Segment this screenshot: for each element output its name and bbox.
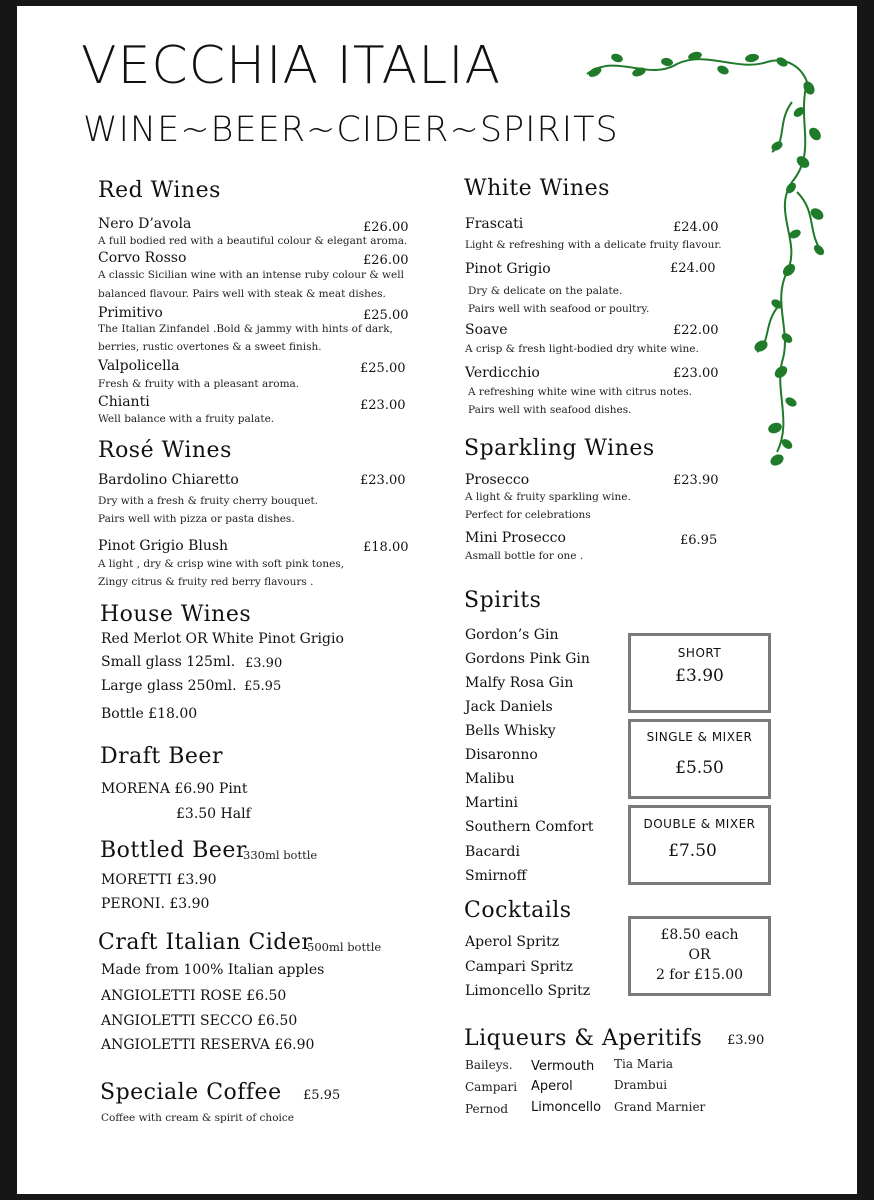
spirit-item: Martini: [465, 795, 518, 811]
house-wine-options: Red Merlot OR White Pinot Grigio: [101, 631, 344, 647]
liqueur-item: Vermouth: [531, 1059, 595, 1074]
wine-desc: Zingy citrus & fruity red berry flavours .: [98, 576, 314, 588]
wine-desc: A classic Sicilian wine with an intense ruby colour & well: [98, 269, 404, 281]
spirit-item: Gordons Pink Gin: [465, 651, 590, 667]
wine-name: Nero D’avola: [98, 216, 192, 232]
box-price: £5.50: [675, 758, 724, 778]
wine-desc: berries, rustic overtones & a sweet finish.: [98, 341, 322, 353]
house-bottle: Bottle £18.00: [101, 706, 198, 722]
wine-desc: Well balance with a fruity palate.: [98, 413, 275, 425]
wine-desc: Dry & delicate on the palate.: [468, 285, 623, 297]
spirit-item: Bacardi: [465, 844, 520, 860]
box-label: DOUBLE & MIXER: [643, 817, 756, 831]
house-wines-heading: House Wines: [100, 602, 252, 627]
bottled-beer-item: MORETTI £3.90: [101, 872, 217, 888]
wine-name: Bardolino Chiaretto: [98, 472, 239, 488]
cocktails-heading: Cocktails: [464, 898, 572, 923]
wine-price: £6.95: [680, 533, 718, 548]
wine-price: £23.00: [673, 366, 719, 381]
liqueur-item: Aperol: [531, 1079, 573, 1094]
liqueur-item: Tia Maria: [614, 1057, 673, 1071]
red-wines-heading: Red Wines: [98, 178, 221, 203]
short-price-box: [628, 633, 771, 713]
bottled-beer-note: 330ml bottle: [243, 848, 318, 862]
wine-desc: A light & fruity sparkling wine.: [465, 491, 631, 503]
cocktail-price-box: [628, 916, 771, 996]
wine-name: Chianti: [98, 394, 150, 410]
spirit-item: Smirnoff: [465, 868, 527, 884]
cocktail-price-line: 2 for £15.00: [655, 967, 744, 983]
wine-name: Primitivo: [98, 305, 163, 321]
spirit-item: Malfy Rosa Gin: [465, 675, 574, 691]
box-price: £3.90: [675, 666, 724, 686]
liqueurs-price: £3.90: [727, 1033, 765, 1048]
wine-name: Prosecco: [465, 472, 530, 488]
spirit-item: Bells Whisky: [465, 723, 556, 739]
wine-name: Valpolicella: [98, 358, 180, 374]
coffee-price: £5.95: [303, 1088, 341, 1103]
cocktail-price-line: £8.50 each: [660, 927, 739, 943]
liqueur-item: Limoncello: [531, 1100, 602, 1115]
cider-item: Made from 100% Italian apples: [101, 962, 325, 978]
house-large-glass: Large glass 250ml.: [101, 678, 237, 694]
wine-price: £25.00: [363, 308, 409, 323]
wine-desc: A refreshing white wine with citrus notes.: [468, 386, 693, 398]
spirit-item: Gordon’s Gin: [465, 627, 559, 643]
spirit-item: Malibu: [465, 771, 515, 787]
wine-name: Corvo Rosso: [98, 250, 187, 266]
wine-price: £23.00: [360, 398, 406, 413]
coffee-heading: Speciale Coffee: [100, 1080, 282, 1105]
liqueur-item: Drambui: [614, 1078, 668, 1092]
cider-item: ANGIOLETTI RESERVA £6.90: [101, 1037, 315, 1053]
liqueur-item: Baileys.: [465, 1058, 513, 1072]
cider-item: ANGIOLETTI ROSE £6.50: [101, 988, 287, 1004]
wine-desc: Pairs well with seafood dishes.: [468, 404, 632, 416]
wine-name: Mini Prosecco: [465, 530, 566, 546]
wine-desc: Perfect for celebrations: [465, 509, 591, 521]
white-wines-heading: White Wines: [464, 176, 610, 201]
wine-price: £26.00: [363, 253, 409, 268]
wine-name: Verdicchio: [465, 365, 540, 381]
sparkling-wines-heading: Sparkling Wines: [464, 436, 655, 461]
box-label: SINGLE & MIXER: [646, 730, 753, 744]
spirit-item: Disaronno: [465, 747, 538, 763]
bottled-beer-heading: Bottled Beer: [100, 838, 247, 863]
wine-name: Pinot Grigio: [465, 261, 551, 277]
double-mixer-price-box: [628, 805, 771, 885]
wine-price: £24.00: [673, 220, 719, 235]
wine-desc: Pairs well with seafood or poultry.: [468, 303, 650, 315]
liqueur-item: Campari: [465, 1080, 518, 1094]
menu-page: [17, 6, 857, 1194]
wine-desc: Dry with a fresh & fruity cherry bouquet.: [98, 495, 319, 507]
liqueur-item: Grand Marnier: [614, 1100, 706, 1114]
cider-note: 500ml bottle: [307, 940, 382, 954]
spirits-heading: Spirits: [464, 588, 542, 613]
wine-desc: Fresh & fruity with a pleasant aroma.: [98, 378, 300, 390]
wine-price: £26.00: [363, 220, 409, 235]
wine-name: Frascati: [465, 216, 524, 232]
wine-name: Soave: [465, 322, 508, 338]
liqueurs-heading: Liqueurs & Aperitifs: [464, 1026, 703, 1051]
cider-item: ANGIOLETTI SECCO £6.50: [101, 1013, 298, 1029]
wine-desc: Pairs well with pizza or pasta dishes.: [98, 513, 295, 525]
cocktail-item: Limoncello Spritz: [465, 983, 591, 999]
draft-beer-heading: Draft Beer: [100, 744, 223, 769]
wine-price: £23.90: [673, 473, 719, 488]
wine-desc: balanced flavour. Pairs well with steak & meat dishes.: [98, 288, 386, 300]
wine-desc: A full bodied red with a beautiful colour & elegant aroma.: [98, 235, 408, 247]
menu-title: VECCHIA ITALIA: [81, 36, 502, 96]
house-small-glass: Small glass 125ml.: [101, 654, 236, 670]
house-small-price: £3.90: [245, 656, 283, 671]
box-price: £7.50: [668, 841, 717, 861]
wine-desc: The Italian Zinfandel .Bold & jammy with hints of dark,: [98, 323, 393, 335]
draft-beer-pint: MORENA £6.90 Pint: [101, 781, 248, 797]
menu-subtitle: WINE~BEER~CIDER~SPIRITS: [83, 110, 619, 150]
wine-desc: Light & refreshing with a delicate fruity flavour.: [465, 239, 722, 251]
wine-name: Pinot Grigio Blush: [98, 538, 229, 554]
wine-price: £22.00: [673, 323, 719, 338]
coffee-desc: Coffee with cream & spirit of choice: [101, 1112, 294, 1124]
wine-price: £23.00: [360, 473, 406, 488]
cocktail-item: Campari Spritz: [465, 959, 573, 975]
bottled-beer-item: PERONI. £3.90: [101, 896, 210, 912]
rose-wines-heading: Rosé Wines: [98, 438, 232, 463]
spirit-item: Southern Comfort: [465, 819, 594, 835]
draft-beer-half: £3.50 Half: [176, 806, 251, 822]
cider-heading: Craft Italian Cider: [98, 930, 313, 955]
wine-price: £24.00: [670, 261, 716, 276]
liqueur-item: Pernod: [465, 1102, 509, 1116]
spirit-item: Jack Daniels: [465, 699, 553, 715]
wine-desc: A light , dry & crisp wine with soft pink tones,: [98, 558, 345, 570]
wine-desc: A crisp & fresh light-bodied dry white wine.: [465, 343, 699, 355]
wine-price: £18.00: [363, 540, 409, 555]
wine-desc: Asmall bottle for one .: [465, 550, 584, 562]
box-label: SHORT: [677, 646, 722, 660]
cocktail-price-line: OR: [688, 947, 711, 963]
house-large-price: £5.95: [244, 679, 282, 694]
single-mixer-price-box: [628, 719, 771, 799]
cocktail-item: Aperol Spritz: [465, 934, 560, 950]
wine-price: £25.00: [360, 361, 406, 376]
